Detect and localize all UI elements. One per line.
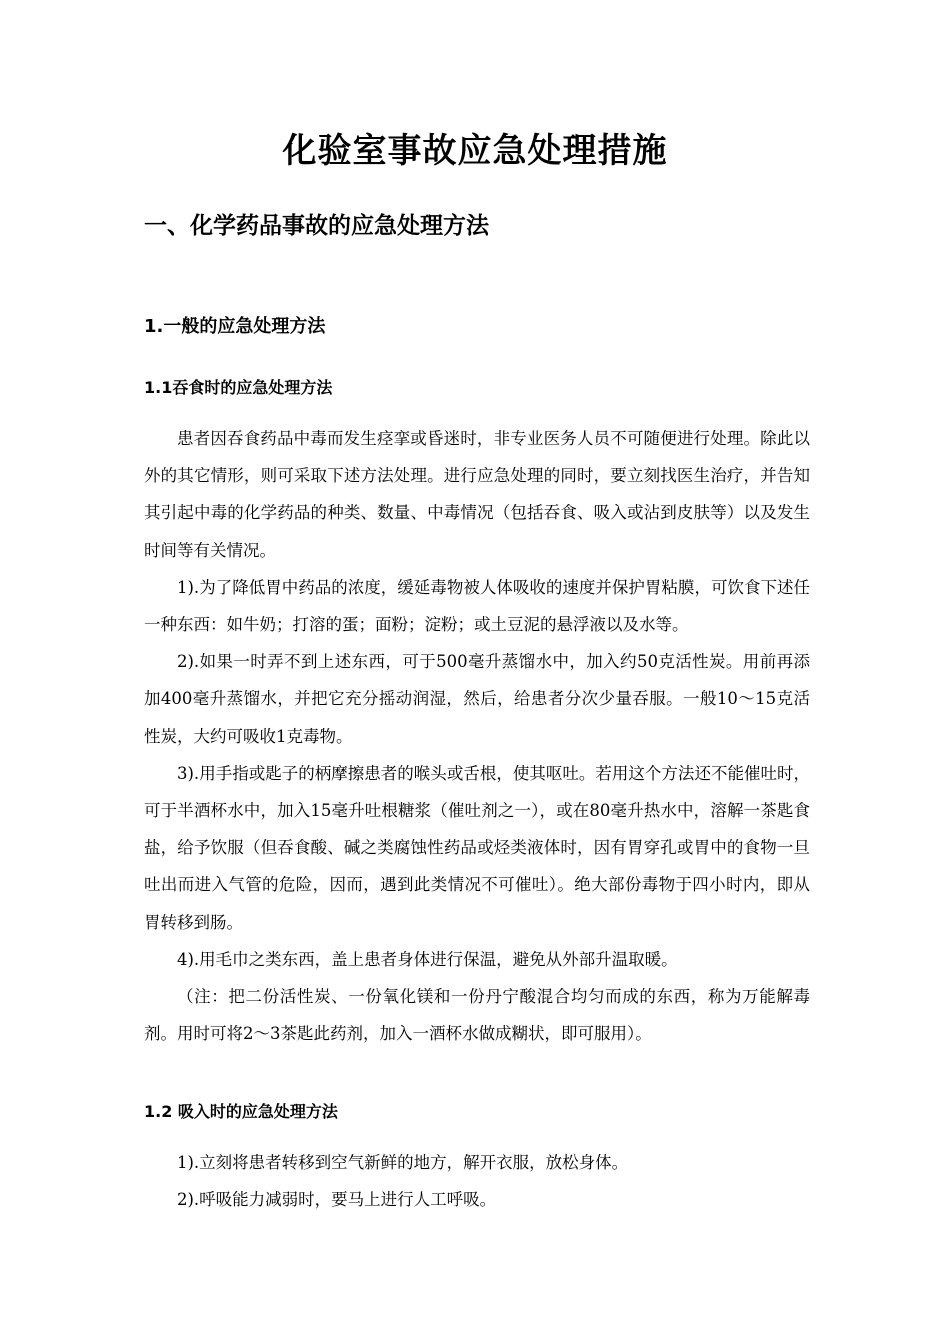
paragraph-step-4: 4).用毛巾之类东西，盖上患者身体进行保温，避免从外部升温取暖。 — [177, 949, 678, 969]
subsection-heading-general-methods: 1.一般的应急处理方法 — [144, 316, 326, 337]
paragraph-inhalation-step-1: 1).立刻将患者转移到空气新鲜的地方，解开衣服，放松身体。 — [177, 1153, 629, 1172]
paragraph-inhalation-step-2: 2).呼吸能力减弱时，要马上进行人工呼吸。 — [177, 1190, 497, 1210]
paragraph-step-2: 2).如果一时弄不到上述东西，可于500毫升蒸馏水中，加入约50克活性炭。用前再添加400毫升蒸馏水，并把它充分摇动润湿，然后，给患者分次少量吞服。一般10～15克活性炭，大约可吸收1克毒物。 — [144, 652, 810, 746]
paragraph-intro: 患者因吞食药品中毒而发生痉挛或昏迷时，非专业医务人员不可随便进行处理。除此以外的其它情形，则可采取下述方法处理。进行应急处理的同时，要立刻找医生治疗，并告知其引起中毒的化学药品的种类、数量、中毒情况（包括吞食、吸入或沾到皮肤等）以及发生时间等有关情况。 — [144, 429, 810, 560]
item-heading-inhalation: 1.2 吸入时的应急处理方法 — [144, 1102, 338, 1121]
paragraph-note: （注：把二份活性炭、一份氧化镁和一份丹宁酸混合均匀而成的东西，称为万能解毒剂。用时可将2～3茶匙此药剂，加入一酒杯水做成糊状，即可服用）。 — [144, 987, 810, 1044]
paragraph-step-3: 3).用手指或匙子的柄摩擦患者的喉头或舌根，使其呕吐。若用这个方法还不能催吐时，可于半酒杯水中，加入15毫升吐根糖浆（催吐剂之一），或在80毫升热水中，溶解一茶匙食盐，给予饮服（但吞食酸、碱之类腐蚀性药品或烃类液体时，因有胃穿孔或胃中的食物一旦吐出而进入气管的危险，因而，遇到此类情况不可催吐）。绝大部份毒物于四小时内，即从胃转移到肠。 — [144, 763, 810, 932]
ingestion-paragraphs — [144, 420, 810, 1052]
paragraph-step-1: 1).为了降低胃中药品的浓度，缓延毒物被人体吸收的速度并保护胃粘膜，可饮食下述任一种东西：如牛奶；打溶的蛋；面粉；淀粉；或土豆泥的悬浮液以及水等。 — [144, 577, 810, 635]
section-heading-chemical-accidents: 一、化学药品事故的应急处理方法 — [144, 213, 489, 239]
document-title: 化验室事故应急处理措施 — [282, 131, 668, 171]
inhalation-paragraphs — [144, 1144, 810, 1218]
item-heading-ingestion: 1.1吞食时的应急处理方法 — [144, 378, 333, 397]
